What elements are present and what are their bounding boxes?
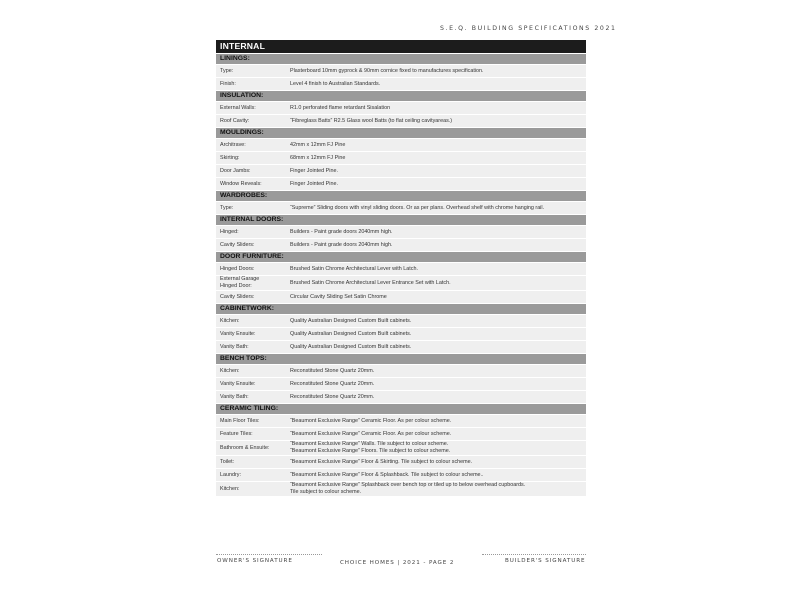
spec-row-value-line: “Beaumont Exclusive Range” Floor & Skirting. Tile subject to colour scheme. <box>290 458 473 465</box>
spec-row-value-line: Finger Jointed Pine. <box>290 167 338 174</box>
spec-row-label-line: Main Floor Tiles: <box>220 417 260 424</box>
spec-row-value <box>290 418 586 425</box>
spec-row-label <box>216 472 290 479</box>
spec-row <box>216 441 586 455</box>
spec-row-value-line: 42mm x 12mm FJ Pine <box>290 141 346 148</box>
spec-row-label <box>216 318 290 325</box>
spec-row-value-line: Circular Cavity Sliding Set Satin Chrome <box>290 293 387 300</box>
spec-row-value-line: Tile subject to colour scheme. <box>290 489 362 495</box>
spec-row-label-line: Hinged Doors: <box>220 265 255 272</box>
spec-row <box>216 78 586 90</box>
section-heading: INTERNAL DOORS: <box>216 215 586 225</box>
spec-row-label-line: Kitchen: <box>220 485 240 492</box>
spec-row-label <box>216 81 290 88</box>
spec-row-label <box>216 142 290 149</box>
spec-row-value-line: Reconstituted Stone Quartz 20mm. <box>290 367 375 374</box>
spec-row-label-line: Bathroom & Ensuite: <box>220 444 270 451</box>
spec-row-value <box>290 105 586 112</box>
spec-row <box>216 341 586 353</box>
spec-row <box>216 378 586 390</box>
spec-row-label <box>216 205 290 212</box>
spec-row-label-line: Vanity Ensuite: <box>220 380 256 387</box>
spec-row-label-line: Hinged Door: <box>220 283 252 289</box>
spec-row-label <box>216 105 290 112</box>
spec-row-value <box>290 459 586 466</box>
spec-row-value <box>290 381 586 388</box>
owner-signature-line <box>216 554 322 555</box>
spec-row <box>216 102 586 114</box>
spec-row <box>216 276 586 290</box>
spec-row-label-line: Window Reveals: <box>220 180 262 187</box>
specification-table <box>216 40 586 497</box>
spec-row-value <box>290 294 586 301</box>
spec-row-label-line: Hinged: <box>220 228 239 235</box>
spec-row <box>216 365 586 377</box>
spec-row-label <box>216 445 290 452</box>
spec-row-value <box>290 368 586 375</box>
spec-row-label <box>216 381 290 388</box>
footer-page-info: CHOICE HOMES | 2021 - PAGE 2 <box>340 560 455 566</box>
spec-row <box>216 115 586 127</box>
section-heading: WARDROBES: <box>216 191 586 201</box>
builder-signature-label: BUILDER'S SIGNATURE <box>505 558 586 564</box>
spec-row-value <box>290 431 586 438</box>
spec-row-value-line: “Beaumont Exclusive Range” Splashback over bench top or tiled up to below overhead cupboards. <box>290 482 526 489</box>
spec-row-value-line: “Beaumont Exclusive Range” Ceramic Floor. As per colour scheme. <box>290 430 452 437</box>
spec-row-value <box>290 168 586 175</box>
spec-row-value <box>290 482 586 495</box>
spec-row <box>216 139 586 151</box>
spec-row-label-line: Skirting: <box>220 154 240 161</box>
spec-row-value-line: “Fibreglass Batts” R2.5 Glass wool Batts (to flat ceiling cavityareas.) <box>290 117 453 124</box>
spec-row-label <box>216 155 290 162</box>
spec-row-value <box>290 331 586 338</box>
spec-row <box>216 65 586 77</box>
spec-row <box>216 428 586 440</box>
spec-row <box>216 152 586 164</box>
spec-row-label-line: Cavity Sliders: <box>220 241 255 248</box>
spec-row-value <box>290 280 586 287</box>
spec-row-label-line: Kitchen: <box>220 317 240 324</box>
spec-row <box>216 202 586 214</box>
spec-row-label <box>216 168 290 175</box>
spec-row <box>216 482 586 496</box>
spec-row-value <box>290 118 586 125</box>
spec-row-value <box>290 344 586 351</box>
spec-row-label-line: External Garage <box>220 276 260 283</box>
spec-row-label <box>216 242 290 249</box>
spec-row-label-line: Vanity Bath: <box>220 393 249 400</box>
spec-row-label-line: Kitchen: <box>220 367 240 374</box>
spec-row-label <box>216 431 290 438</box>
spec-row-label <box>216 331 290 338</box>
spec-row <box>216 328 586 340</box>
spec-row-value-line: “Beaumont Exclusive Range” Floors. Tile subject to colour scheme. <box>290 448 451 454</box>
section-heading: CERAMIC TILING: <box>216 404 586 414</box>
spec-row-label <box>216 68 290 75</box>
spec-row-label <box>216 459 290 466</box>
internal-section-bar: INTERNAL <box>216 40 586 53</box>
spec-row-label <box>216 276 290 289</box>
spec-row-value-line: “Supreme” Sliding doors with vinyl sliding doors. Or as per plans. Overhead shelf with chrome hanging rail. <box>290 204 545 211</box>
spec-row-value-line: Brushed Satin Chrome Architectural Lever with Latch. <box>290 265 418 272</box>
spec-row-label-line: Cavity Sliders: <box>220 293 255 300</box>
spec-row-value <box>290 181 586 188</box>
section-heading: INSULATION: <box>216 91 586 101</box>
spec-row-value-line: “Beaumont Exclusive Range” Ceramic Floor. As per colour scheme. <box>290 417 452 424</box>
spec-row-value <box>290 472 586 479</box>
spec-row <box>216 315 586 327</box>
spec-row-value-line: Reconstituted Stone Quartz 20mm. <box>290 380 375 387</box>
spec-row-value-line: “Beaumont Exclusive Range” Walls. Tile subject to colour scheme. <box>290 441 449 448</box>
spec-row-label <box>216 418 290 425</box>
spec-row-label <box>216 118 290 125</box>
spec-row-label <box>216 266 290 273</box>
spec-row-label-line: Type: <box>220 204 234 211</box>
spec-row-label <box>216 394 290 401</box>
spec-row-label-line: Toilet: <box>220 458 235 465</box>
spec-row-label-line: Door Jambs: <box>220 167 251 174</box>
spec-row-label-line: Type: <box>220 67 234 74</box>
spec-row-value <box>290 229 586 236</box>
spec-row-label-line: Roof Cavity: <box>220 117 250 124</box>
spec-row-label <box>216 344 290 351</box>
spec-row-value-line: Builders - Paint grade doors 2040mm high. <box>290 241 393 248</box>
spec-row <box>216 226 586 238</box>
spec-row-label <box>216 368 290 375</box>
spec-row <box>216 391 586 403</box>
spec-row-label-line: Laundry: <box>220 471 241 478</box>
spec-row-value <box>290 441 586 454</box>
spec-row-value-line: Finger Jointed Pine. <box>290 180 338 187</box>
spec-row-value-line: R1.0 perforated flame retardant Sisalation <box>290 104 391 111</box>
builder-signature-line <box>482 554 586 555</box>
document-header-title: S.E.Q. BUILDING SPECIFICATIONS 2021 <box>440 25 617 32</box>
section-heading: DOOR FURNITURE: <box>216 252 586 262</box>
spec-row-label <box>216 486 290 493</box>
section-heading: BENCH TOPS: <box>216 354 586 364</box>
spec-row-label-line: Architrave: <box>220 141 246 148</box>
spec-row-label <box>216 181 290 188</box>
spec-row-value <box>290 68 586 75</box>
spec-row-value <box>290 155 586 162</box>
section-heading: LININGS: <box>216 54 586 64</box>
spec-row-label-line: Feature Tiles: <box>220 430 253 437</box>
spec-row-value-line: Level 4 finish to Australian Standards. <box>290 80 381 87</box>
spec-row-value-line: Brushed Satin Chrome Architectural Lever Entrance Set with Latch. <box>290 279 451 286</box>
spec-row-value-line: Quality Australian Designed Custom Built cabinets. <box>290 330 412 337</box>
spec-row-value <box>290 318 586 325</box>
spec-row-value-line: 68mm x 12mm FJ Pine <box>290 154 346 161</box>
owner-signature-label: OWNER'S SIGNATURE <box>217 558 293 564</box>
section-heading: MOULDINGS: <box>216 128 586 138</box>
spec-row-label-line: Finish: <box>220 80 236 87</box>
spec-row <box>216 239 586 251</box>
spec-row-value <box>290 142 586 149</box>
spec-row <box>216 291 586 303</box>
spec-row-label <box>216 229 290 236</box>
spec-row-value-line: Quality Australian Designed Custom Built cabinets. <box>290 343 412 350</box>
spec-row-value-line: “Beaumont Exclusive Range” Floor & Splashback. Tile subject to colour scheme.. <box>290 471 484 478</box>
spec-row-label-line: Vanity Bath: <box>220 343 249 350</box>
spec-row-label-line: Vanity Ensuite: <box>220 330 256 337</box>
spec-row <box>216 263 586 275</box>
spec-row <box>216 165 586 177</box>
spec-row <box>216 415 586 427</box>
spec-row-value <box>290 266 586 273</box>
spec-row-value-line: Builders - Paint grade doors 2040mm high. <box>290 228 393 235</box>
spec-row-value-line: Quality Australian Designed Custom Built cabinets. <box>290 317 412 324</box>
spec-row <box>216 469 586 481</box>
spec-row-value <box>290 394 586 401</box>
spec-row-value-line: Plasterboard 10mm gyprock & 90mm cornice fixed to manufactures specification. <box>290 67 484 74</box>
spec-row <box>216 456 586 468</box>
spec-row-value <box>290 81 586 88</box>
spec-row-value <box>290 205 586 212</box>
spec-row-value-line: Reconstituted Stone Quartz 20mm. <box>290 393 375 400</box>
spec-row-value <box>290 242 586 249</box>
spec-row <box>216 178 586 190</box>
spec-row-label <box>216 294 290 301</box>
spec-row-label-line: External Walls: <box>220 104 256 111</box>
section-heading: CABINETWORK: <box>216 304 586 314</box>
